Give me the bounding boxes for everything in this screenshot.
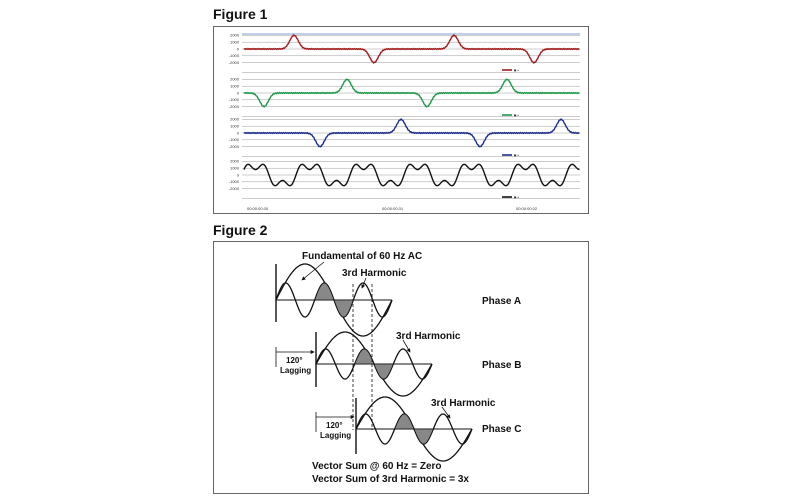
y-tick-label: -1000 [228, 137, 239, 143]
y-tick-labels [229, 33, 240, 191]
legend-label: ■ ▪ [514, 112, 519, 118]
waveform-trace-2 [244, 79, 579, 107]
figure-1-waveform-chart [214, 27, 590, 215]
y-tick-label: 1000 [230, 165, 239, 171]
waveform-trace-3 [244, 119, 579, 147]
y-tick-label: -2000 [228, 185, 239, 191]
figure-2-title: Figure 2 [213, 222, 268, 238]
lagging-word-c: Lagging [320, 431, 352, 440]
fundamental-label: Fundamental of 60 Hz AC [302, 251, 423, 262]
figure-1-chart-frame [213, 26, 589, 214]
phase-c-harmonic-shade [395, 414, 414, 429]
phase-c-label: Phase C [482, 424, 522, 435]
y-tick-label: -2000 [228, 59, 239, 65]
legend-label: ■ ▪ [514, 194, 519, 200]
y-tick-label: -1000 [228, 53, 239, 59]
phase-a-harmonic-shade [334, 300, 353, 317]
waveform-traces [244, 35, 579, 186]
x-tick-label: 00:00:00.02 [516, 206, 538, 211]
y-tick-label: 2000 [230, 76, 239, 82]
harmonic-label-a: 3rd Harmonic [342, 268, 407, 279]
legend-label: ■ ▪ [514, 152, 519, 158]
y-tick-label: 2000 [230, 158, 239, 164]
phase-b-harmonic-shade [374, 364, 393, 379]
y-tick-label: 1000 [230, 123, 239, 129]
y-tick-label: 0 [236, 130, 239, 136]
x-tick-label: 00:00:00.00 [247, 206, 269, 211]
phase-a-harmonic-shade [315, 283, 334, 300]
vector-sum-60hz: Vector Sum @ 60 Hz = Zero [312, 461, 442, 472]
harmonic-label-c: 3rd Harmonic [431, 398, 496, 409]
phase-b-harmonic-shade [355, 349, 374, 364]
harmonic-label-b: 3rd Harmonic [396, 331, 461, 342]
phase-b-label: Phase B [482, 360, 522, 371]
y-tick-label: -1000 [228, 179, 239, 185]
lagging-word-b: Lagging [280, 366, 312, 375]
legend-label: ■ ▪ [514, 67, 519, 73]
y-tick-label: 2000 [230, 32, 239, 38]
y-tick-label: 2000 [230, 116, 239, 122]
y-tick-label: -2000 [228, 143, 239, 149]
y-tick-label: 1000 [230, 39, 239, 45]
y-tick-label: 0 [236, 90, 239, 96]
x-tick-labels [247, 206, 538, 211]
lagging-angle-b: 120° [286, 356, 303, 365]
vector-sum-3rd-harmonic: Vector Sum of 3rd Harmonic = 3x [312, 474, 469, 485]
harmonics-phase-diagram [214, 242, 590, 495]
lagging-angle-c: 120° [326, 421, 343, 430]
y-tick-label: 0 [236, 172, 239, 178]
chart-gridlines [242, 34, 580, 198]
phase-a-label: Phase A [482, 296, 522, 307]
x-tick-label: 00:00:00.01 [382, 206, 404, 211]
y-tick-label: -2000 [228, 103, 239, 109]
y-tick-label: -1000 [228, 97, 239, 103]
y-tick-label: 0 [236, 46, 239, 52]
phase-c-harmonic-shade [414, 429, 433, 444]
figure-2-diagram-frame [213, 241, 589, 494]
y-tick-label: 1000 [230, 83, 239, 89]
figure-1-title: Figure 1 [213, 6, 268, 22]
